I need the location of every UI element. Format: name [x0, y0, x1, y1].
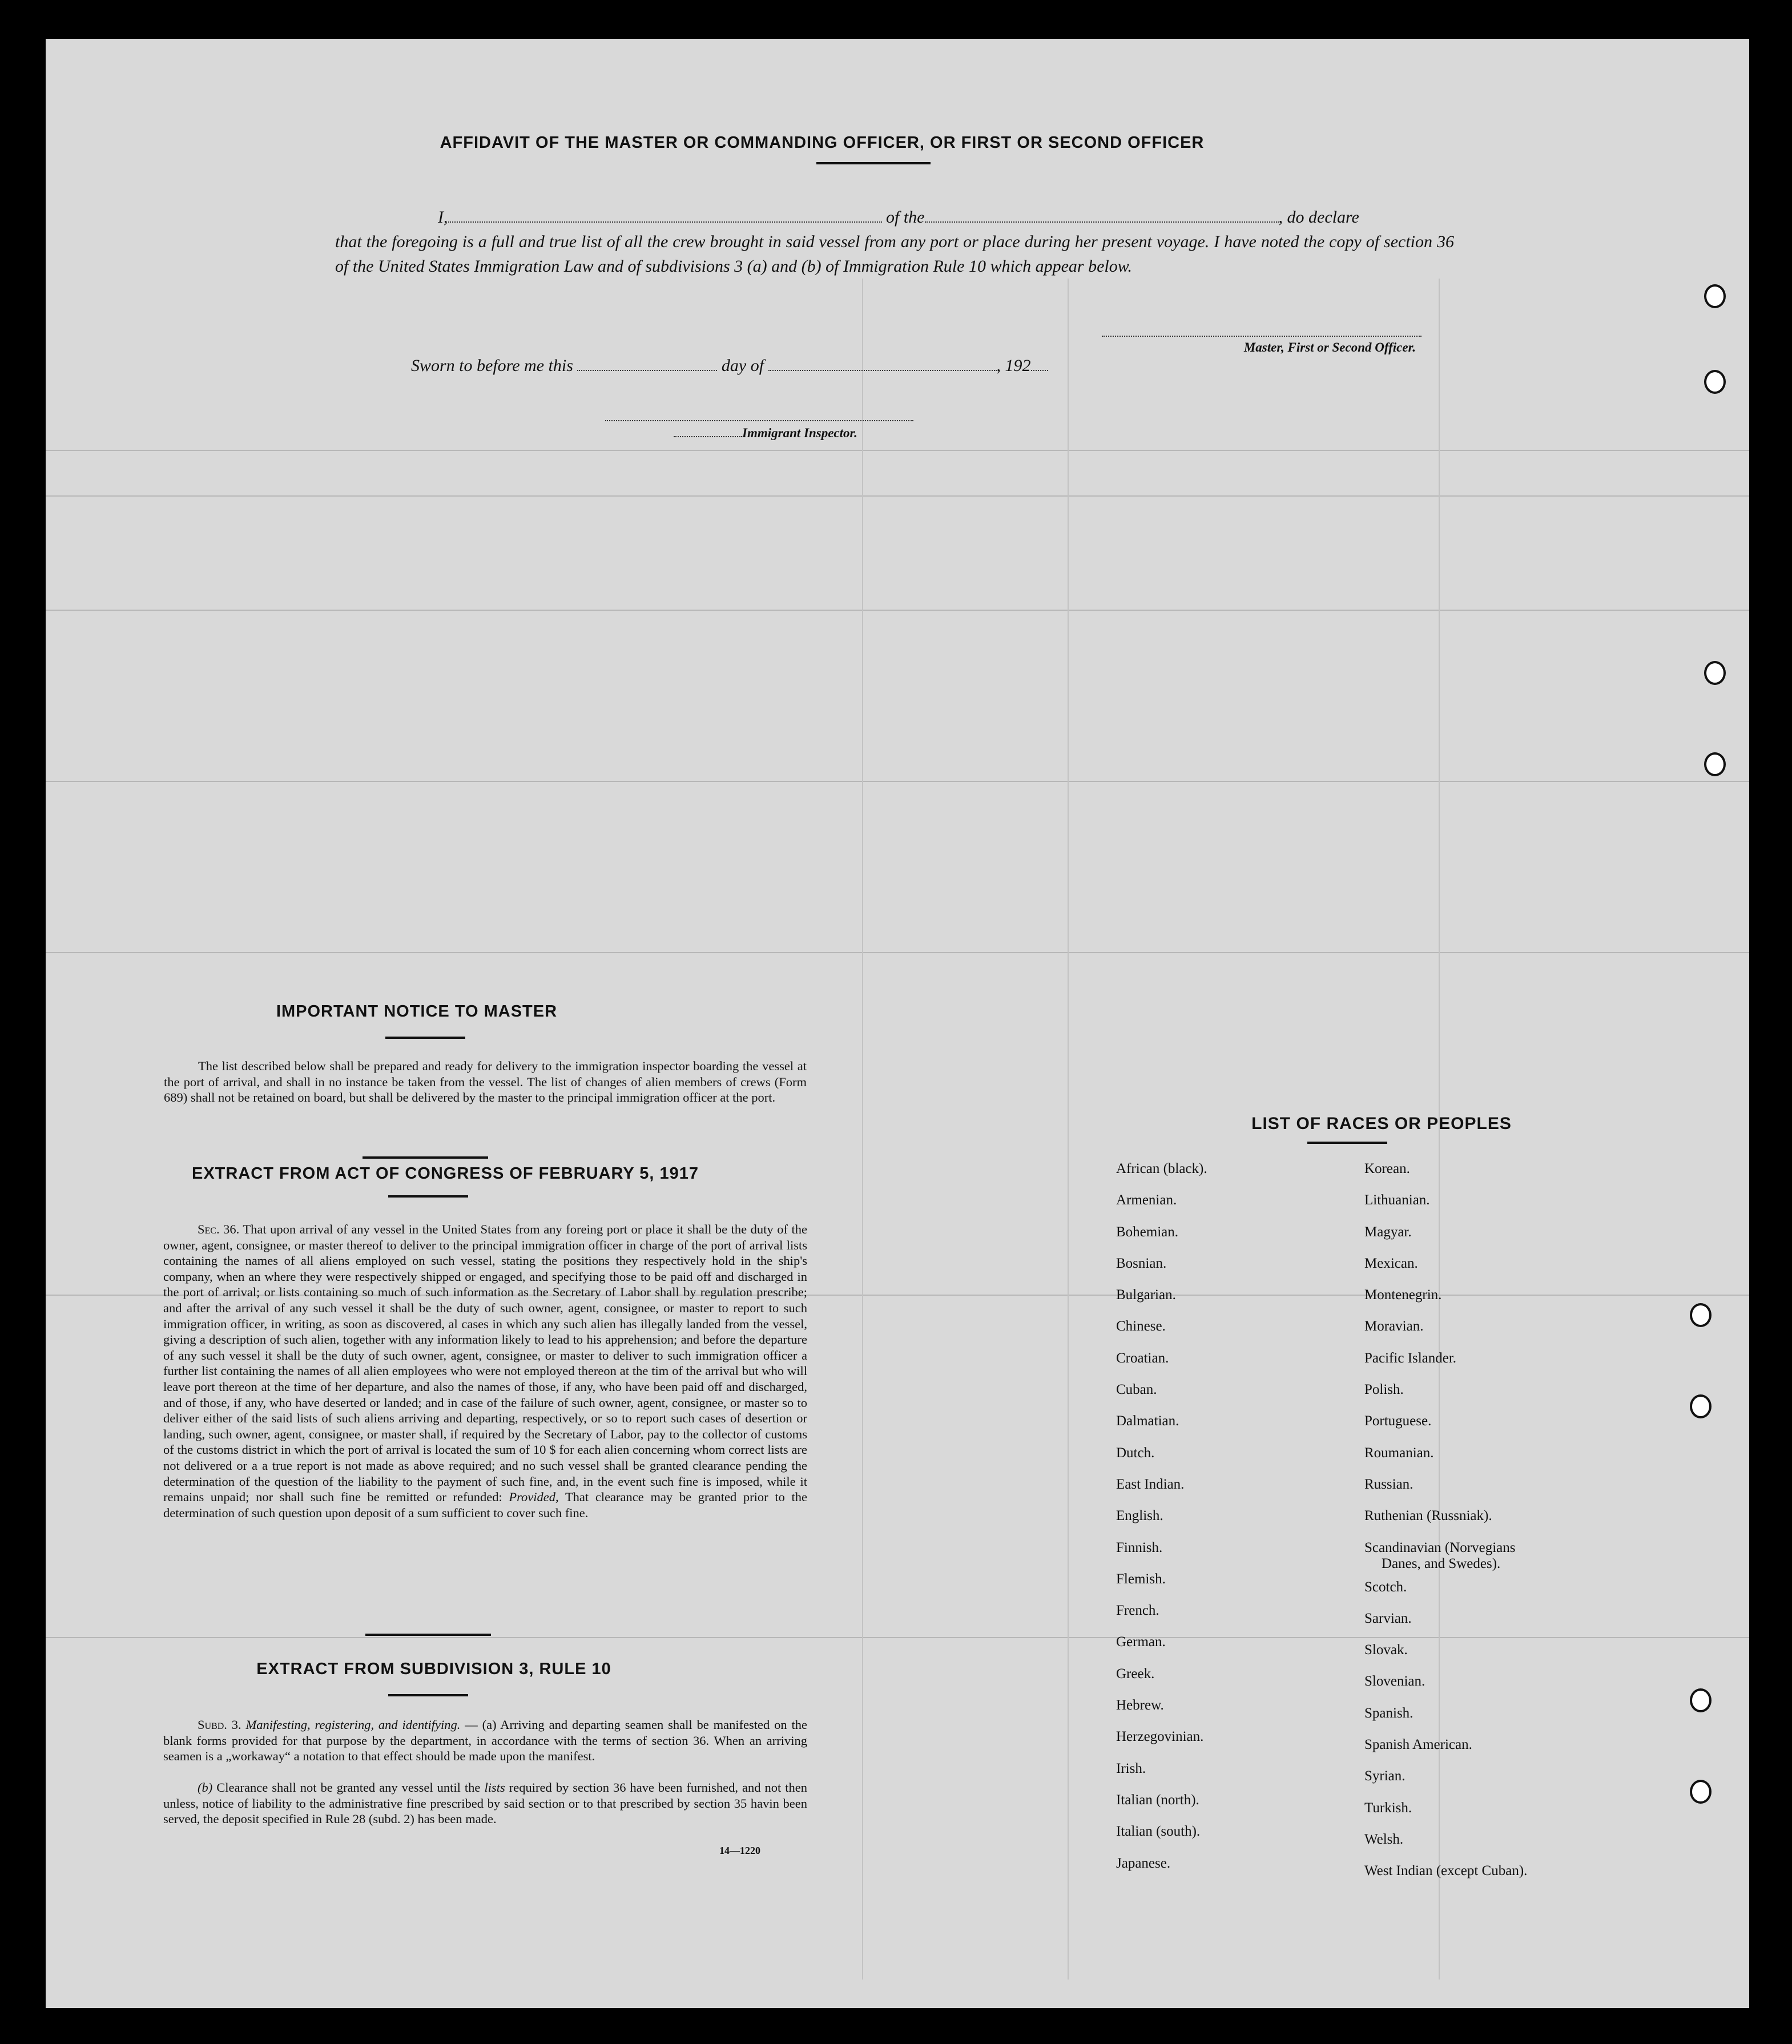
- race-item: German.: [1116, 1634, 1166, 1650]
- races-title: LIST OF RACES OR PEOPLES: [1251, 1114, 1512, 1133]
- race-item: Danes, and Swedes).: [1382, 1555, 1501, 1571]
- race-item: Russian.: [1364, 1476, 1414, 1492]
- race-item: Japanese.: [1116, 1855, 1171, 1871]
- immigrant-inspector-label: Immigrant Inspector.: [742, 426, 857, 440]
- race-item: Croatian.: [1116, 1350, 1169, 1366]
- race-item: Slovenian.: [1364, 1674, 1425, 1690]
- race-item: Irish.: [1116, 1760, 1146, 1776]
- race-item: Spanish.: [1364, 1705, 1414, 1721]
- sworn-line: [411, 356, 1048, 376]
- binding-hole: [1690, 1394, 1712, 1418]
- section-36-text-end: That clearance may be granted prior to the determination of such question upon deposit of a sum sufficient to cover such fine.: [163, 1490, 808, 1520]
- bleed-through-line: [862, 279, 863, 1980]
- title-underline: [816, 162, 931, 164]
- para-a-mark: — (a): [465, 1718, 497, 1732]
- para-b-text-end: required by section 36 have been furnished, and not then unless, notice of liability to the administrative fine prescribed by said section or to that prescribed by section 35 havin been served, the deposit specified in Rule 28 (subd. 2) has been made.: [163, 1780, 808, 1827]
- affidavit-declaration-line: [412, 208, 1457, 227]
- race-item: Spanish American.: [1364, 1737, 1472, 1753]
- race-item: Syrian.: [1364, 1768, 1406, 1784]
- bleed-through-line: [46, 781, 1749, 782]
- sworn-year-blank: [1031, 369, 1048, 371]
- race-item: Turkish.: [1364, 1800, 1412, 1816]
- para-b-mark: (b): [198, 1780, 213, 1795]
- race-item: East Indian.: [1116, 1476, 1185, 1492]
- bleed-through-line: [46, 495, 1749, 497]
- act-body: [163, 1221, 807, 1521]
- declarant-name-blank: [448, 221, 882, 223]
- bleed-through-line: [46, 450, 1749, 451]
- bleed-through-line: [46, 952, 1749, 953]
- binding-hole: [1704, 370, 1726, 394]
- section-divider: [365, 1634, 491, 1636]
- binding-hole: [1690, 1780, 1712, 1804]
- bleed-through-line: [46, 610, 1749, 611]
- race-item: Polish.: [1364, 1382, 1404, 1398]
- sworn-month-blank: [768, 369, 997, 371]
- race-item: Slovak.: [1364, 1642, 1408, 1658]
- race-item: French.: [1116, 1603, 1159, 1619]
- day-of-label: day of: [721, 356, 764, 375]
- subd-heading: Manifesting, registering, and identifying.: [245, 1718, 461, 1732]
- race-item: Italian (south).: [1116, 1824, 1201, 1840]
- race-item: Hebrew.: [1116, 1698, 1164, 1714]
- races-underline: [1307, 1142, 1387, 1144]
- sworn-prefix: Sworn to before me this: [411, 356, 573, 375]
- master-signature-label: Master, First or Second Officer.: [1243, 340, 1416, 354]
- sworn-year-label: , 192: [996, 356, 1031, 375]
- rule-title: EXTRACT FROM SUBDIVISION 3, RULE 10: [256, 1660, 611, 1678]
- act-title: EXTRACT FROM ACT OF CONGRESS OF FEBRUARY 5, 1917: [191, 1164, 699, 1183]
- notice-underline: [385, 1037, 465, 1039]
- notice-body: The list described below shall be prepared and ready for delivery to the immigration inspector boarding the vessel at the port of arrival, and shall in no instance be taken from the vessel. The list of changes of alien members of crews (Form 689) shall not be retained on board, but shall be delivered by the master to the principal immigration officer at the port.: [164, 1059, 807, 1105]
- race-item: Dutch.: [1116, 1445, 1155, 1461]
- bleed-through-line: [1068, 279, 1069, 1980]
- section-36-label: Sec. 36.: [198, 1222, 240, 1236]
- section-36-text: That upon arrival of any vessel in the United States from any foreing port or place it shall be the duty of the owner, agent, consignee, or master thereof to deliver to the principal immigration officer in charge of the port of arrival lists containing the names of all aliens employed on such vessel, stating the positions they respectively hold in the ship's company, when an where they were respectively shipped or engaged, and specifying those to be paid off and discharged in the port of arrival; or lists containing so much of such information as the Secretary of Labor shall by regulation prescribe; and after the arrival of any such vessel it shall be the duty of such owner, agent, consignee, or master to report to such immigration officer, in writing, as soon as discovered, al cases in which any such alien has illegally landed from the vessel, giving a description of such alien, together with any information likely to lead to his apprehension; and before the departure of any such vessel it shall be the duty of such owner, agent, consignee, or master to deliver to such immigration officer a further list containing the names of all alien employees who were not employed thereon at the tim of the arrival but who will leave port thereon at the time of her departure, and also the names of those, if any, who have been paid off and discharged, and of those, if any, who have deserted or landed; and in case of the failure of such owner, agent, consignee, or master so to deliver either of the said lists of such aliens arriving and departing, respectively, or so to report such cases of desertion or landing, such owner, agent, consignee, or master shall, if required by the Secretary of Labor, pay to the collector of customs of the customs district in which the port of arrival is located the sum of 10 $ for each alien concerning whom correct lists are not delivered or a a true report is not made as above required; and no such vessel shall be granted clearance pending the determination of the question of the liability to the payment of such fine, and, in the event such fine is imposed, while it remains unpaid; nor shall such fine be remitted or refunded:: [163, 1222, 807, 1505]
- race-item: Scotch.: [1364, 1579, 1407, 1595]
- race-item: Dalmatian.: [1116, 1413, 1179, 1429]
- race-item: Mexican.: [1364, 1255, 1418, 1271]
- race-item: Moravian.: [1364, 1319, 1424, 1335]
- races-list-left: [1116, 1153, 1207, 1879]
- race-item: Finnish.: [1116, 1539, 1163, 1555]
- lists-word: lists: [484, 1780, 505, 1795]
- act-underline: [388, 1195, 468, 1198]
- binding-hole: [1704, 284, 1726, 308]
- inspector-signature-line: [605, 420, 913, 421]
- race-item: Chinese.: [1116, 1319, 1166, 1335]
- signature-line: [1102, 336, 1421, 337]
- race-item: Italian (north).: [1116, 1792, 1199, 1808]
- sworn-day-blank: [577, 369, 717, 371]
- inspector-blank: [674, 436, 742, 437]
- race-item: Ruthenian (Russniak).: [1364, 1508, 1492, 1524]
- race-item: Flemish.: [1116, 1571, 1166, 1587]
- vessel-name-blank: [925, 221, 1279, 223]
- races-list-right: [1364, 1153, 1527, 1887]
- binding-hole: [1704, 661, 1726, 685]
- do-declare-label: , do declare: [1278, 208, 1359, 227]
- rule-underline: [388, 1694, 468, 1696]
- race-item: Sarvian.: [1364, 1610, 1412, 1626]
- race-item: Herzegovinian.: [1116, 1729, 1204, 1745]
- race-item: Welsh.: [1364, 1831, 1404, 1847]
- binding-hole: [1690, 1688, 1712, 1712]
- race-item: Pacific Islander.: [1364, 1350, 1457, 1366]
- para-b-text: Clearance shall not be granted any vessel until the: [216, 1780, 481, 1795]
- race-item: Magyar.: [1364, 1224, 1412, 1240]
- race-item: Roumanian.: [1364, 1445, 1434, 1461]
- race-item: Portuguese.: [1364, 1413, 1432, 1429]
- race-item: West Indian (except Cuban).: [1364, 1863, 1528, 1879]
- notice-title: IMPORTANT NOTICE TO MASTER: [276, 1002, 558, 1021]
- race-item: Bosnian.: [1116, 1255, 1167, 1271]
- race-item: English.: [1116, 1508, 1163, 1524]
- binding-hole: [1690, 1303, 1712, 1327]
- race-item: Cuban.: [1116, 1382, 1157, 1398]
- binding-hole: [1704, 752, 1726, 776]
- race-item: Lithuanian.: [1364, 1192, 1430, 1208]
- form-number: 14—1220: [719, 1845, 760, 1856]
- race-item: Bohemian.: [1116, 1224, 1179, 1240]
- rule-para-a: [163, 1717, 807, 1764]
- race-item: Armenian.: [1116, 1192, 1177, 1208]
- affidavit-title: AFFIDAVIT OF THE MASTER OR COMMANDING OFFICER, OR FIRST OR SECOND OFFICER: [440, 134, 1205, 152]
- race-item: Scandinavian (Norvegians: [1364, 1539, 1516, 1555]
- subd-label: Subd. 3.: [198, 1718, 241, 1732]
- affidavit-body: that the foregoing is a full and true list of all the crew brought in said vessel from any port or place during her present voyage. I have noted the copy of section 36 of the United States Immigration Law and of subdivisions 3 (a) and (b) of Immigration Rule 10 which appear below.: [335, 232, 1454, 276]
- race-item: African (black).: [1116, 1161, 1207, 1176]
- race-item: Korean.: [1364, 1161, 1410, 1176]
- race-item: Bulgarian.: [1116, 1287, 1176, 1303]
- of-the-label: of the: [886, 208, 925, 227]
- document-page: [46, 39, 1749, 2008]
- inspector-line: [674, 426, 993, 441]
- race-item: Greek.: [1116, 1666, 1155, 1682]
- para-a-text: Arriving and departing seamen shall be manifested on the blank forms provided for that purpose by the department, in accordance with the terms of section 36. When an arriving seamen is a „workaway“ a notation to that effect should be made upon the manifest.: [163, 1718, 808, 1764]
- race-item: Montenegrin.: [1364, 1287, 1442, 1303]
- section-divider: [363, 1156, 488, 1159]
- provided-label: Provided,: [509, 1490, 559, 1505]
- declarant-prefix: I,: [438, 208, 448, 227]
- rule-para-b: [163, 1780, 807, 1827]
